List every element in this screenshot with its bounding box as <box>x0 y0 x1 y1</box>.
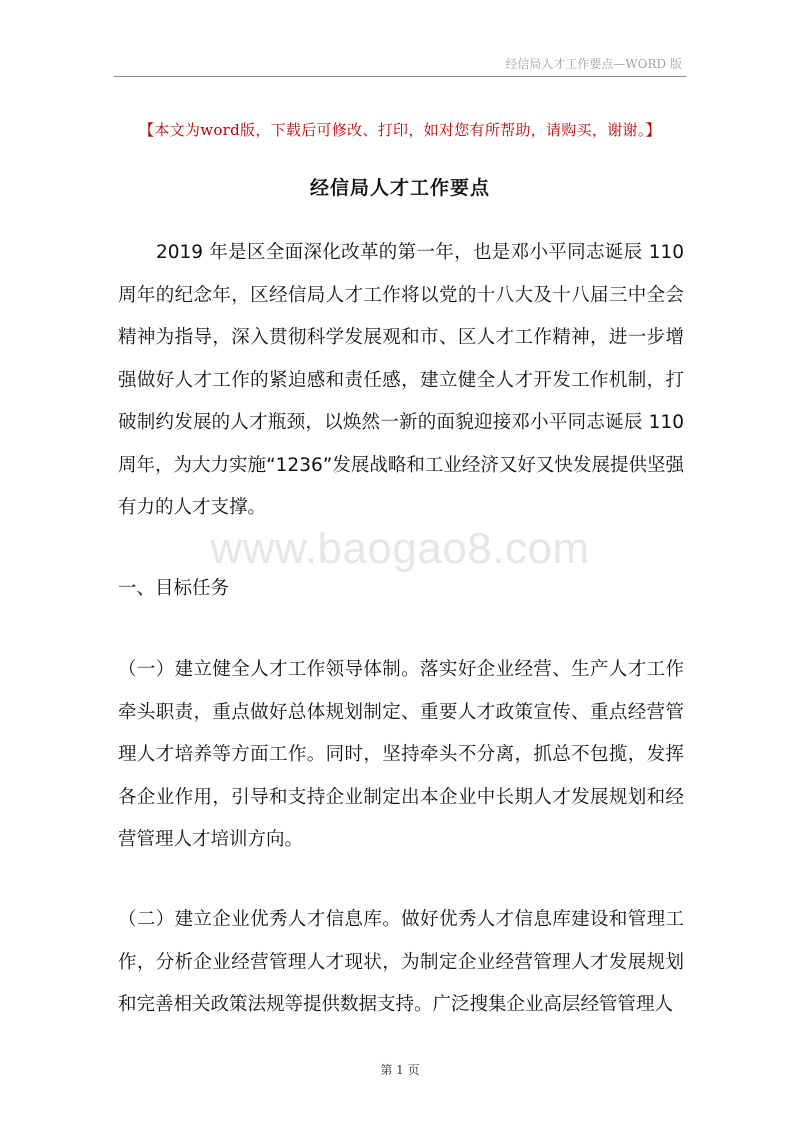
document-title: 经信局人才工作要点 <box>309 177 490 199</box>
running-header: 经信局人才工作要点—WORD 版 <box>505 57 682 71</box>
item-paragraph-2: （二）建立企业优秀人才信息库。做好优秀人才信息库建设和管理工作，分析企业经营管理人才现状，为制定企业经营管理人才发展规划和完善相关政策法规等提供数据支持。广泛搜集企业高层经管管理人 <box>118 909 684 1015</box>
item-paragraph-1: （一）建立健全人才工作领导体制。落实好企业经营、生产人才工作牵头职责，重点做好总体规划制定、重要人才政策宣传、重点经营管理人才培养等方面工作。同时，坚持牵头不分离，抓总不包揽，发挥各企业作用，引导和支持企业制定出本企业中长期人才发展规划和经营管理人才培训方向。 <box>118 659 684 850</box>
header-divider <box>114 76 686 77</box>
intro-paragraph: 2019 年是区全面深化改革的第一年，也是邓小平同志诞辰 110 周年的纪念年，区经信局人才工作将以党的十八大及十八届三中全会精神为指导，深入贯彻科学发展观和市、区人才工作精神，进一步增强做好人才工作的紧迫感和责任感，建立健全人才开发工作机制，打破制约发展的人才瓶颈，以焕然一新的面貌迎接邓小平同志诞辰 110 周年，为大力实施“1236”发展战略和工业经济又好又快发展提供坚强有力的人才支撑。 <box>118 242 684 518</box>
page-number: 第 1 页 <box>380 1063 420 1077</box>
purchase-notice: 【本文为word版，下载后可修改、打印，如对您有所帮助，请购买，谢谢。】 <box>139 121 661 139</box>
watermark: www.baogao8.com <box>210 524 590 573</box>
section-heading: 一、目标任务 <box>118 578 230 599</box>
